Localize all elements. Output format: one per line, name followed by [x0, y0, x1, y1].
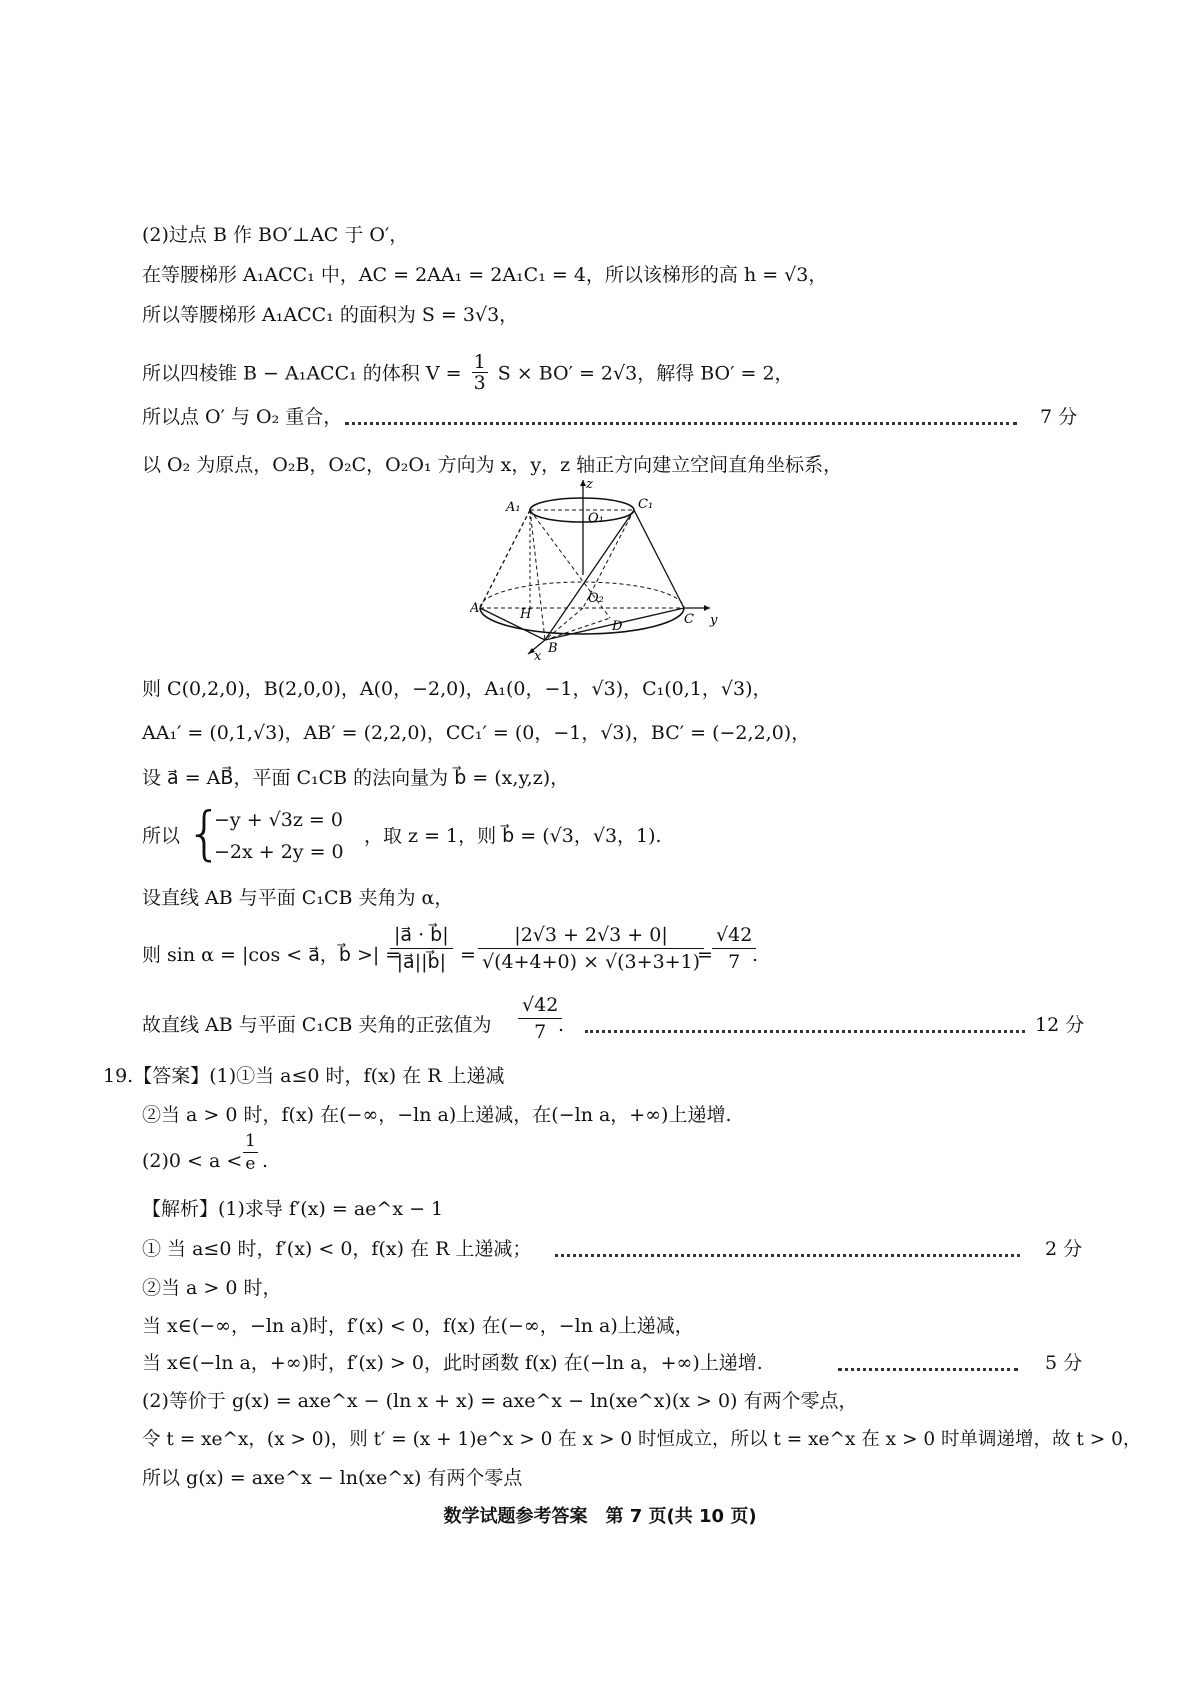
- score-label: 2 分: [1045, 1238, 1083, 1260]
- period: .: [558, 1014, 565, 1036]
- fraction-numerator: 1: [245, 1131, 256, 1151]
- dot-leader: [838, 1368, 1018, 1371]
- text-line: 当 x∈(−∞，−ln a)时，f′(x) < 0，f(x) 在(−∞，−ln a)上递减，: [142, 1315, 694, 1337]
- fraction-denominator: |a⃗||b⃗|: [396, 951, 446, 973]
- text-line: AA₁′ = (0,1,√3)，AB′ = (2,2,0)，CC₁′ = (0，−1，√3)，BC′ = (−2,2,0)，: [142, 722, 811, 744]
- fraction: [478, 922, 704, 975]
- text-line: ②当 a > 0 时，f(x) 在(−∞，−ln a)上递减，在(−ln a，+∞)上递增.: [142, 1104, 732, 1126]
- brace: {: [186, 799, 223, 867]
- text-line: 则 C(0,2,0)，B(2,0,0)，A(0，−2,0)，A₁(0，−1，√3)，C₁(0,1，√3)，: [142, 678, 772, 700]
- fraction: [712, 922, 759, 975]
- dot-leader: [345, 422, 1017, 425]
- label-a: A: [470, 601, 480, 616]
- period: .: [262, 1150, 269, 1172]
- fraction-numerator: |2√3 + 2√3 + 0|: [478, 922, 704, 949]
- text-segment: 所以: [142, 825, 181, 847]
- text-line: 设 a⃗ = AB⃗，平面 C₁CB 的法向量为 b⃗ = (x,y,z)，: [142, 767, 570, 789]
- fraction-denominator: 7: [534, 1021, 547, 1043]
- fraction-numerator: |a⃗ · b⃗|: [390, 922, 453, 949]
- label-o1: O₁: [588, 511, 604, 526]
- text-line: 则 sin α = |cos < a⃗，b⃗ >| =: [142, 944, 402, 966]
- label-d: D: [612, 619, 623, 634]
- label-z: z: [586, 480, 593, 492]
- label-c1: C₁: [638, 497, 654, 512]
- fraction: [390, 922, 453, 975]
- label-h: H: [520, 607, 532, 622]
- text-line: 所以等腰梯形 A₁ACC₁ 的面积为 S = 3√3，: [142, 304, 519, 326]
- text-line: (2)过点 B 作 BO′⊥AC 于 O′，: [142, 224, 409, 246]
- score-label: 12 分: [1035, 1014, 1085, 1036]
- text-line: 设直线 AB 与平面 C₁CB 夹角为 α，: [142, 887, 454, 909]
- fraction: [518, 992, 565, 1045]
- text-segment: S × BO′ = 2√3，解得 BO′ = 2，: [497, 362, 794, 385]
- text-line: (2)0 < a <: [142, 1150, 243, 1172]
- text-line: 令 t = xe^x，(x > 0)，则 t′ = (x + 1)e^x > 0 在 x > 0 时恒成立，所以 t = xe^x 在 x > 0 时单调递增，故 t > 0，: [142, 1429, 1142, 1450]
- score-label: 5 分: [1045, 1352, 1083, 1374]
- text-line: 当 x∈(−ln a，+∞)时，f′(x) > 0，此时函数 f(x) 在(−ln a，+∞)上递增.: [142, 1352, 763, 1374]
- label-b: B: [548, 641, 558, 656]
- fraction-denominator: 7: [728, 951, 741, 973]
- fraction-numerator: √42: [712, 922, 756, 949]
- text-line: 故直线 AB 与平面 C₁CB 夹角的正弦值为: [142, 1014, 492, 1036]
- label-a1: A₁: [506, 500, 521, 515]
- text-line: 19.【答案】(1)①当 a≤0 时，f(x) 在 R 上递减: [103, 1065, 505, 1087]
- equals-sign: =: [460, 944, 476, 966]
- fraction: [243, 1130, 258, 1175]
- equation-row: −y + √3z = 0: [214, 809, 343, 831]
- equals-sign: =: [697, 944, 713, 966]
- frustum-figure: [470, 480, 730, 660]
- text-line: [142, 351, 794, 395]
- text-line: 在等腰梯形 A₁ACC₁ 中，AC = 2AA₁ = 2A₁C₁ = 4，所以该梯形的高 h = √3，: [142, 264, 828, 286]
- score-label: 7 分: [1040, 406, 1078, 428]
- label-y: y: [710, 613, 718, 628]
- fraction-denominator: 3: [473, 372, 486, 394]
- page-footer: 数学试题参考答案 第 7 页(共 10 页): [443, 1506, 757, 1527]
- text-segment: 所以四棱锥 B − A₁ACC₁ 的体积 V =: [142, 362, 462, 385]
- text-line: 所以 g(x) = axe^x − ln(xe^x) 有两个零点: [142, 1467, 523, 1489]
- text-line: 【解析】(1)求导 f′(x) = ae^x − 1: [142, 1198, 444, 1220]
- fraction-denominator: √(4+4+0) × √(3+3+1): [482, 951, 701, 973]
- label-c: C: [684, 612, 694, 627]
- text-line: 所以点 O′ 与 O₂ 重合，: [142, 406, 343, 428]
- text-line: [142, 823, 180, 849]
- fraction-numerator: 1: [473, 351, 486, 373]
- text-line: ① 当 a≤0 时，f′(x) < 0，f(x) 在 R 上递减；: [142, 1238, 532, 1260]
- text-line: (2)等价于 g(x) = axe^x − (ln x + x) = axe^x − ln(xe^x)(x > 0) 有两个零点，: [142, 1390, 858, 1412]
- equation-row: −2x + 2y = 0: [214, 841, 344, 863]
- fraction: [472, 352, 488, 393]
- label-x: x: [534, 649, 542, 660]
- label-o2: O₂: [588, 591, 604, 606]
- dot-leader: [585, 1030, 1025, 1033]
- text-line: ②当 a > 0 时，: [142, 1277, 282, 1299]
- period: .: [752, 944, 759, 966]
- text-line: ，取 z = 1，则 b⃗ = (√3，√3，1).: [364, 825, 662, 847]
- fraction-numerator: √42: [518, 992, 562, 1019]
- text-line: 以 O₂ 为原点，O₂B，O₂C，O₂O₁ 方向为 x，y，z 轴正方向建立空间直角坐标系，: [142, 454, 843, 476]
- dot-leader: [555, 1254, 1020, 1257]
- fraction-denominator: e: [245, 1154, 256, 1174]
